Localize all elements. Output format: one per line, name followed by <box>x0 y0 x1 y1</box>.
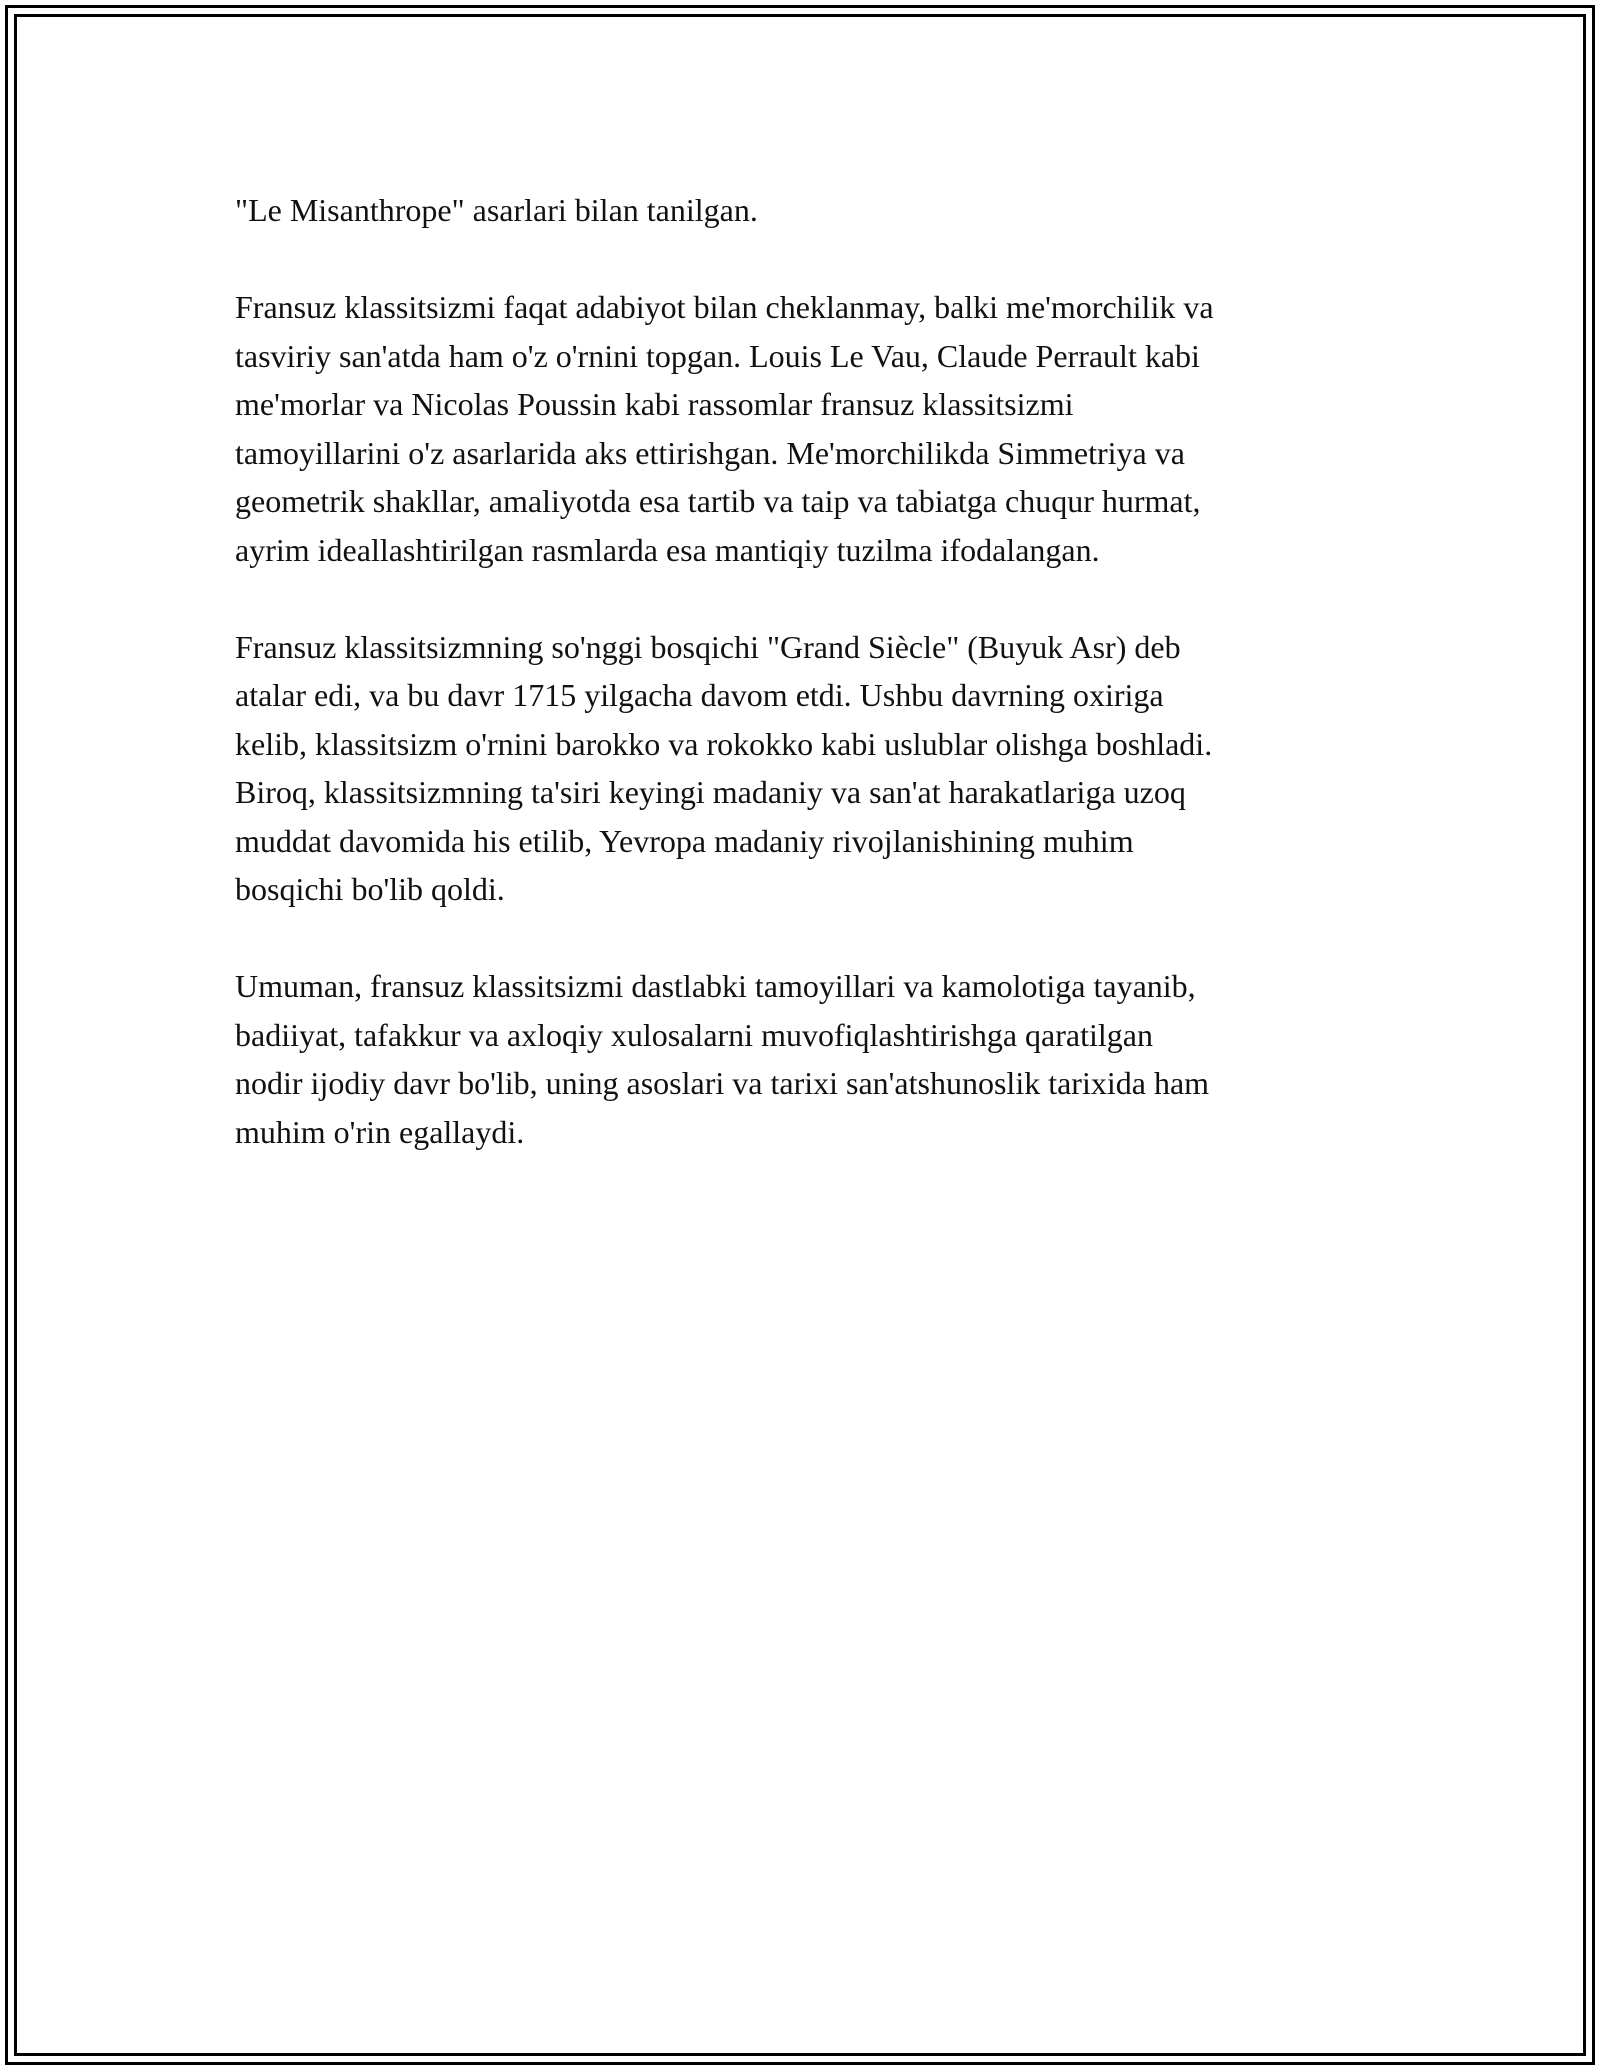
document-body <box>235 186 1375 1205</box>
paragraph-1: "Le Misanthrope" asarlari bilan tanilgan. <box>235 192 758 228</box>
paragraph-3: Fransuz klassitsizmning so'nggi bosqichi "Grand Siècle" (Buyuk Asr) deb atalar edi, va bu davr 1715 yilgacha davom etdi. Ushbu davrning oxiriga kelib, klassitsizm o'rnini barokko va rokokko kabi uslublar olishga boshladi. Biroq, klassitsizmning ta'siri keyingi madaniy va san'at harakatlariga uzoq muddat davomida his etilib, Yevropa madaniy rivojlanishining muhim bosqichi bo'lib qoldi. <box>235 628 1213 907</box>
paragraph-2: Fransuz klassitsizmi faqat adabiyot bilan cheklanmay, balki me'morchilik va tasviriy san'atda ham o'z o'rnini topgan. Louis Le Vau, Claude Perrault kabi me'morlar va Nicolas Poussin kabi rassomlar fransuz klassitsizmi tamoyillarini o'z asarlarida aks ettirishgan. Me'morchilikda Simmetriya va geometrik shakllar, amaliyotda esa tartib va taip va tabiatga chuqur hurmat, ayrim ideallashtirilgan rasmlarda esa mantiqiy tuzilma ifodalangan. <box>235 289 1214 568</box>
paragraph-4: Umuman, fransuz klassitsizmi dastlabki tamoyillari va kamolotiga tayanib, badiiyat, tafakkur va axloqiy xulosalarni muvofiqlashtirishga qaratilgan nodir ijodiy davr bo'lib, uning asoslari va tarixi san'atshunoslik tarixida ham muhim o'rin egallaydi. <box>235 968 1210 1150</box>
